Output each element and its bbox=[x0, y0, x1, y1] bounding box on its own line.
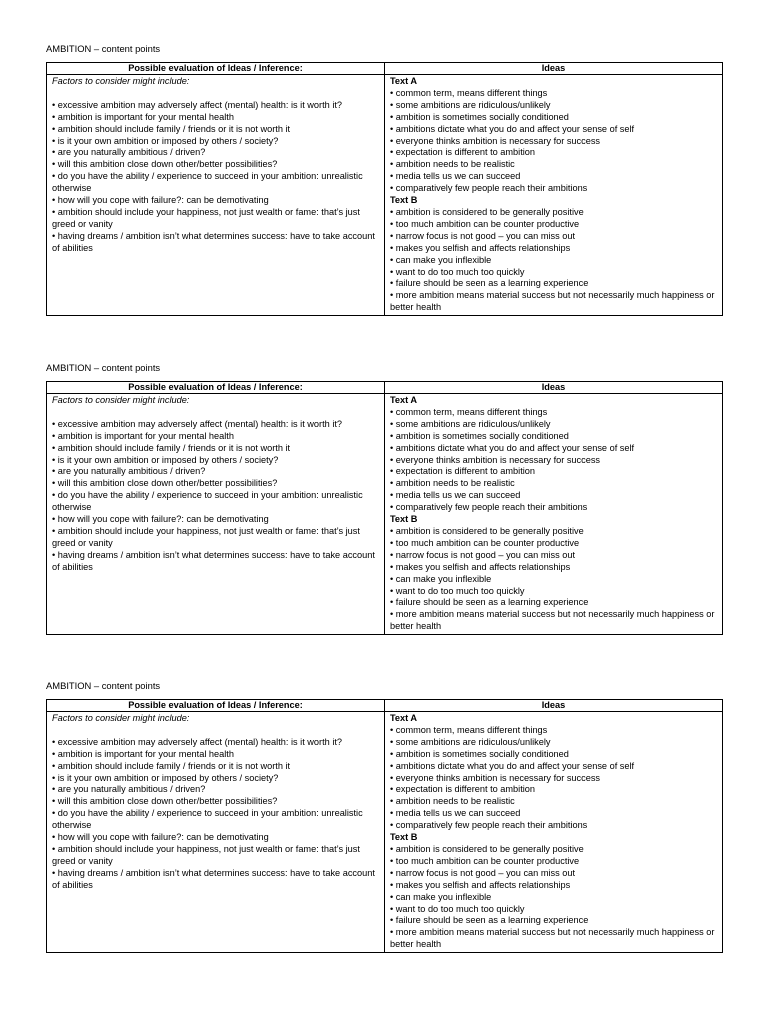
evaluation-point: • will this ambition close down other/better possibilities? bbox=[52, 159, 278, 170]
evaluation-point: • ambition should include your happiness, not just wealth or fame: that’s just greed or vanity bbox=[52, 206, 360, 229]
block-heading: AMBITION – content points bbox=[46, 43, 161, 54]
evaluation-point: • will this ambition close down other/better possibilities? bbox=[52, 796, 278, 807]
text-a-point: • common term, means different things bbox=[390, 87, 548, 98]
text-a-point: • common term, means different things bbox=[390, 724, 548, 735]
evaluation-point: • excessive ambition may adversely affect (mental) health: is it worth it? bbox=[52, 736, 343, 747]
text-a-point: • everyone thinks ambition is necessary for success bbox=[390, 454, 601, 465]
text-a-point: • media tells us we can succeed bbox=[390, 808, 521, 819]
evaluation-point: • how will you cope with failure?: can be demotivating bbox=[52, 832, 269, 843]
text-b-point: • too much ambition can be counter productive bbox=[390, 855, 580, 866]
text-b-label: Text B bbox=[390, 195, 418, 206]
evaluation-point: • do you have the ability / experience to succeed in your ambition: unrealistic otherwise bbox=[52, 808, 363, 831]
evaluation-point: • are you naturally ambitious / driven? bbox=[52, 784, 206, 795]
content-table bbox=[46, 62, 723, 316]
block-heading: AMBITION – content points bbox=[46, 362, 161, 373]
evaluation-point: • ambition should include family / friends or it is not worth it bbox=[52, 760, 291, 771]
evaluation-point: • ambition should include your happiness, not just wealth or fame: that’s just greed or vanity bbox=[52, 843, 360, 866]
evaluation-point: • having dreams / ambition isn’t what determines success: have to take account of abilities bbox=[52, 549, 375, 572]
text-a-point: • media tells us we can succeed bbox=[390, 171, 521, 182]
text-a-point: • comparatively few people reach their ambitions bbox=[390, 183, 588, 194]
text-a-point: • expectation is different to ambition bbox=[390, 466, 536, 477]
text-b-point: • can make you inflexible bbox=[390, 254, 492, 265]
text-a-point: • ambition is sometimes socially conditioned bbox=[390, 430, 569, 441]
text-b-label: Text B bbox=[390, 832, 418, 843]
evaluation-point: • will this ambition close down other/better possibilities? bbox=[52, 478, 278, 489]
text-a-point: • comparatively few people reach their ambitions bbox=[390, 502, 588, 513]
content-table bbox=[46, 699, 723, 953]
text-a-point: • some ambitions are ridiculous/unlikely bbox=[390, 418, 551, 429]
text-b-label: Text B bbox=[390, 514, 418, 525]
ideas-cell bbox=[385, 75, 723, 316]
evaluation-point: • is it your own ambition or imposed by others / society? bbox=[52, 454, 279, 465]
text-b-point: • want to do too much too quickly bbox=[390, 266, 525, 277]
evaluation-point: • excessive ambition may adversely affect (mental) health: is it worth it? bbox=[52, 418, 343, 429]
text-a-point: • expectation is different to ambition bbox=[390, 784, 536, 795]
text-b-point: • more ambition means material success but not necessarily much happiness or better health bbox=[390, 927, 715, 950]
content-block-1 bbox=[46, 43, 722, 316]
evaluation-point: • are you naturally ambitious / driven? bbox=[52, 147, 206, 158]
text-a-point: • ambition is sometimes socially conditioned bbox=[390, 748, 569, 759]
text-b-point: • ambition is considered to be generally positive bbox=[390, 206, 584, 217]
factors-intro: Factors to consider might include: bbox=[52, 713, 190, 723]
evaluation-point: • ambition should include family / friends or it is not worth it bbox=[52, 123, 291, 134]
text-a-point: • everyone thinks ambition is necessary for success bbox=[390, 135, 601, 146]
text-a-point: • comparatively few people reach their ambitions bbox=[390, 820, 588, 831]
evaluation-column-header: Possible evaluation of Ideas / Inference: bbox=[47, 63, 385, 75]
evaluation-point: • is it your own ambition or imposed by others / society? bbox=[52, 135, 279, 146]
evaluation-cell bbox=[47, 394, 385, 635]
text-a-point: • ambitions dictate what you do and affect your sense of self bbox=[390, 760, 635, 771]
text-a-point: • ambition needs to be realistic bbox=[390, 796, 515, 807]
text-a-point: • ambitions dictate what you do and affect your sense of self bbox=[390, 442, 635, 453]
text-b-point: • makes you selfish and affects relationships bbox=[390, 879, 571, 890]
text-b-point: • can make you inflexible bbox=[390, 891, 492, 902]
text-b-point: • ambition is considered to be generally positive bbox=[390, 525, 584, 536]
text-b-point: • can make you inflexible bbox=[390, 573, 492, 584]
factors-intro: Factors to consider might include: bbox=[52, 76, 190, 86]
ideas-column-header: Ideas bbox=[385, 382, 723, 394]
evaluation-point: • ambition should include family / friends or it is not worth it bbox=[52, 442, 291, 453]
text-a-point: • ambition needs to be realistic bbox=[390, 478, 515, 489]
text-b-point: • makes you selfish and affects relationships bbox=[390, 561, 571, 572]
evaluation-point: • ambition is important for your mental health bbox=[52, 111, 234, 122]
text-a-point: • some ambitions are ridiculous/unlikely bbox=[390, 99, 551, 110]
text-a-label: Text A bbox=[390, 395, 418, 405]
block-heading: AMBITION – content points bbox=[46, 680, 161, 691]
text-a-label: Text A bbox=[390, 76, 418, 86]
text-b-point: • want to do too much too quickly bbox=[390, 903, 525, 914]
text-b-point: • ambition is considered to be generally positive bbox=[390, 843, 584, 854]
evaluation-cell bbox=[47, 75, 385, 316]
content-table bbox=[46, 381, 723, 635]
ideas-cell bbox=[385, 394, 723, 635]
text-a-point: • common term, means different things bbox=[390, 406, 548, 417]
text-b-point: • makes you selfish and affects relationships bbox=[390, 242, 571, 253]
text-b-point: • failure should be seen as a learning experience bbox=[390, 278, 589, 289]
evaluation-point: • ambition is important for your mental health bbox=[52, 430, 234, 441]
evaluation-column-header: Possible evaluation of Ideas / Inference: bbox=[47, 382, 385, 394]
content-block-2 bbox=[46, 362, 722, 635]
evaluation-point: • do you have the ability / experience to succeed in your ambition: unrealistic otherwise bbox=[52, 171, 363, 194]
ideas-cell bbox=[385, 712, 723, 953]
evaluation-column-header: Possible evaluation of Ideas / Inference: bbox=[47, 700, 385, 712]
text-b-point: • too much ambition can be counter productive bbox=[390, 537, 580, 548]
text-a-point: • some ambitions are ridiculous/unlikely bbox=[390, 736, 551, 747]
evaluation-point: • excessive ambition may adversely affect (mental) health: is it worth it? bbox=[52, 99, 343, 110]
text-a-point: • ambition is sometimes socially conditioned bbox=[390, 111, 569, 122]
ideas-column-header: Ideas bbox=[385, 700, 723, 712]
evaluation-point: • is it your own ambition or imposed by others / society? bbox=[52, 772, 279, 783]
text-b-point: • narrow focus is not good – you can miss out bbox=[390, 230, 576, 241]
evaluation-point: • how will you cope with failure?: can be demotivating bbox=[52, 195, 269, 206]
text-b-point: • narrow focus is not good – you can miss out bbox=[390, 549, 576, 560]
evaluation-point: • are you naturally ambitious / driven? bbox=[52, 466, 206, 477]
text-a-point: • media tells us we can succeed bbox=[390, 490, 521, 501]
evaluation-point: • having dreams / ambition isn’t what determines success: have to take account of abilities bbox=[52, 230, 375, 253]
text-a-point: • everyone thinks ambition is necessary for success bbox=[390, 772, 601, 783]
text-a-point: • ambition needs to be realistic bbox=[390, 159, 515, 170]
ideas-column-header: Ideas bbox=[385, 63, 723, 75]
evaluation-point: • ambition should include your happiness, not just wealth or fame: that’s just greed or vanity bbox=[52, 525, 360, 548]
text-a-point: • ambitions dictate what you do and affect your sense of self bbox=[390, 123, 635, 134]
text-b-point: • more ambition means material success but not necessarily much happiness or better health bbox=[390, 609, 715, 632]
factors-intro: Factors to consider might include: bbox=[52, 395, 190, 405]
text-a-label: Text A bbox=[390, 713, 418, 723]
content-block-3 bbox=[46, 680, 722, 953]
evaluation-point: • having dreams / ambition isn’t what determines success: have to take account of abilities bbox=[52, 867, 375, 890]
text-b-point: • failure should be seen as a learning experience bbox=[390, 915, 589, 926]
text-b-point: • narrow focus is not good – you can miss out bbox=[390, 867, 576, 878]
text-a-point: • expectation is different to ambition bbox=[390, 147, 536, 158]
evaluation-point: • do you have the ability / experience to succeed in your ambition: unrealistic otherwise bbox=[52, 490, 363, 513]
evaluation-point: • how will you cope with failure?: can be demotivating bbox=[52, 514, 269, 525]
evaluation-point: • ambition is important for your mental health bbox=[52, 748, 234, 759]
text-b-point: • too much ambition can be counter productive bbox=[390, 218, 580, 229]
text-b-point: • want to do too much too quickly bbox=[390, 585, 525, 596]
text-b-point: • failure should be seen as a learning experience bbox=[390, 597, 589, 608]
text-b-point: • more ambition means material success but not necessarily much happiness or better health bbox=[390, 290, 715, 313]
evaluation-cell bbox=[47, 712, 385, 953]
